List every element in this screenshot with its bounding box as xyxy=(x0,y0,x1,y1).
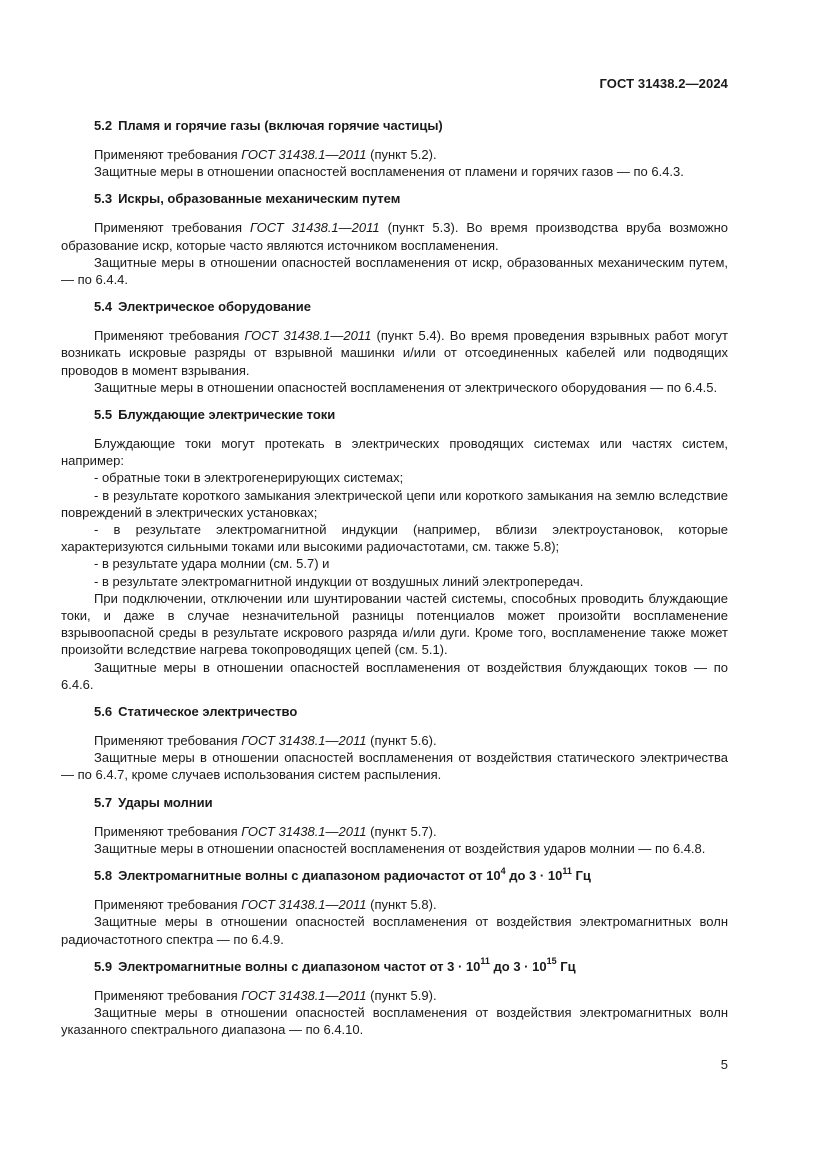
section-heading: 5.7 Удары молнии xyxy=(94,794,213,810)
page-number: 5 xyxy=(720,1057,728,1072)
section-5-9 xyxy=(61,958,728,1039)
paragraph: Защитные меры в отношении опасностей воспламенения от воздействия электромагнитных волн указанного спектрального диапазона — по 6.4.10. xyxy=(61,1004,728,1038)
paragraph: Применяют требования ГОСТ 31438.1—2011 (пункт 5.6). xyxy=(94,733,437,749)
section-5-5 xyxy=(61,406,728,693)
document-code: ГОСТ 31438.2—2024 xyxy=(599,76,728,91)
list-item: - в результате удара молнии (см. 5.7) и xyxy=(94,556,330,572)
section-heading: 5.9 Электромагнитные волны с диапазоном частот от $3 \cdot 10^{11}$ до $3 \cdot 10^{15}$ Гц xyxy=(94,956,576,974)
paragraph: Защитные меры в отношении опасностей воспламенения от пламени и горячих газов — по 6.4.3. xyxy=(94,164,684,180)
standard-reference: ГОСТ 31438.1—2011 xyxy=(250,220,380,236)
list-item: - в результате электромагнитной индукции (например, вблизи электроустановок, которые характеризуются сильными токами или высокими радиочастотами, см. также 5.8); xyxy=(61,522,728,555)
paragraph: Применяют требования ГОСТ 31438.1—2011 (пункт 5.8). xyxy=(94,897,437,913)
list-item: - обратные токи в электрогенерирующих системах; xyxy=(94,470,404,486)
section-heading: 5.2 Пламя и горячие газы (включая горячие частицы) xyxy=(94,118,443,133)
list-item: - в результате электромагнитной индукции от воздушных линий электропередач. xyxy=(94,573,584,589)
standard-reference: ГОСТ 31438.1—2011 xyxy=(241,823,367,839)
section-heading: 5.4 Электрическое оборудование xyxy=(94,299,311,315)
section-heading: 5.5 Блуждающие электрические токи xyxy=(94,407,336,423)
standard-reference: ГОСТ 31438.1—2011 xyxy=(241,897,367,913)
section-5-2 xyxy=(61,117,728,180)
standard-reference: ГОСТ 31438.1—2011 xyxy=(241,733,367,749)
paragraph: Защитные меры в отношении опасностей воспламенения от электрического оборудования — по 6.4.5. xyxy=(94,379,718,395)
document-body xyxy=(61,117,728,1038)
paragraph: Защитные меры в отношении опасностей воспламенения от воздействия электромагнитных волн радиочастотного спектра — по 6.4.9. xyxy=(61,914,728,947)
paragraph: Применяют требования ГОСТ 31438.1—2011 (пункт 5.2). xyxy=(94,147,437,162)
section-heading: 5.8 Электромагнитные волны с диапазоном радиочастот от $10^4$ до $3 \cdot 10^{11}$ Гц xyxy=(94,865,591,884)
paragraph: Применяют требования ГОСТ 31438.1—2011 (пункт 5.7). xyxy=(94,823,437,839)
section-5-3 xyxy=(61,190,728,288)
section-5-6 xyxy=(61,703,728,784)
standard-reference: ГОСТ 31438.1—2011 xyxy=(244,328,372,344)
section-5-8 xyxy=(61,867,728,948)
paragraph: Защитные меры в отношении опасностей воспламенения от воздействия ударов молнии — по 6.4.8. xyxy=(94,840,706,856)
list-item: - в результате короткого замыкания электрической цепи или короткого замыкания на землю вследствие повреждений в электрических установках; xyxy=(61,487,728,520)
paragraph: При подключении, отключении или шунтировании частей системы, способных проводить блуждающие токи, и даже в случае незначительной разницы потенциалов может произойти воспламенение взрывоопасной среды в результате искрового разряда и/или дуги. Кроме того, воспламенение также может произойти вследствие нагрева токопроводящих цепей (см. 5.1). xyxy=(61,590,728,658)
section-5-4 xyxy=(61,298,728,396)
section-heading: 5.3 Искры, образованные механическим путем xyxy=(94,191,401,207)
paragraph: Защитные меры в отношении опасностей воспламенения от воздействия статического электричества — по 6.4.7, кроме случаев использования систем распыления. xyxy=(61,750,728,783)
paragraph: Блуждающие токи могут протекать в электрических проводящих системах или частях систем, например: xyxy=(61,436,728,469)
paragraph: Защитные меры в отношении опасностей воспламенения от искр, образованных механическим путем, — по 6.4.4. xyxy=(61,254,728,288)
paragraph: Применяют требования ГОСТ 31438.1—2011 (пункт 5.9). xyxy=(94,987,437,1003)
section-heading: 5.6 Статическое электричество xyxy=(94,704,298,720)
section-5-7 xyxy=(61,794,728,857)
paragraph: Защитные меры в отношении опасностей воспламенения от воздействия блуждающих токов — по 6.4.6. xyxy=(61,659,728,692)
standard-reference: ГОСТ 31438.1—2011 xyxy=(241,987,367,1003)
paragraph: Применяют требования ГОСТ 31438.1—2011 (пункт 5.4). Во время проведения взрывных работ могут возникать искровые разряды от взрывной машинки и/или от отсоединенных кабелей или подводящих проводов в момент взрывания. xyxy=(61,328,728,378)
paragraph: Применяют требования ГОСТ 31438.1—2011 (пункт 5.3). Во время производства вруба возможно образование искр, которые часто являются источником воспламенения. xyxy=(61,220,729,253)
standard-reference: ГОСТ 31438.1—2011 xyxy=(241,147,367,162)
